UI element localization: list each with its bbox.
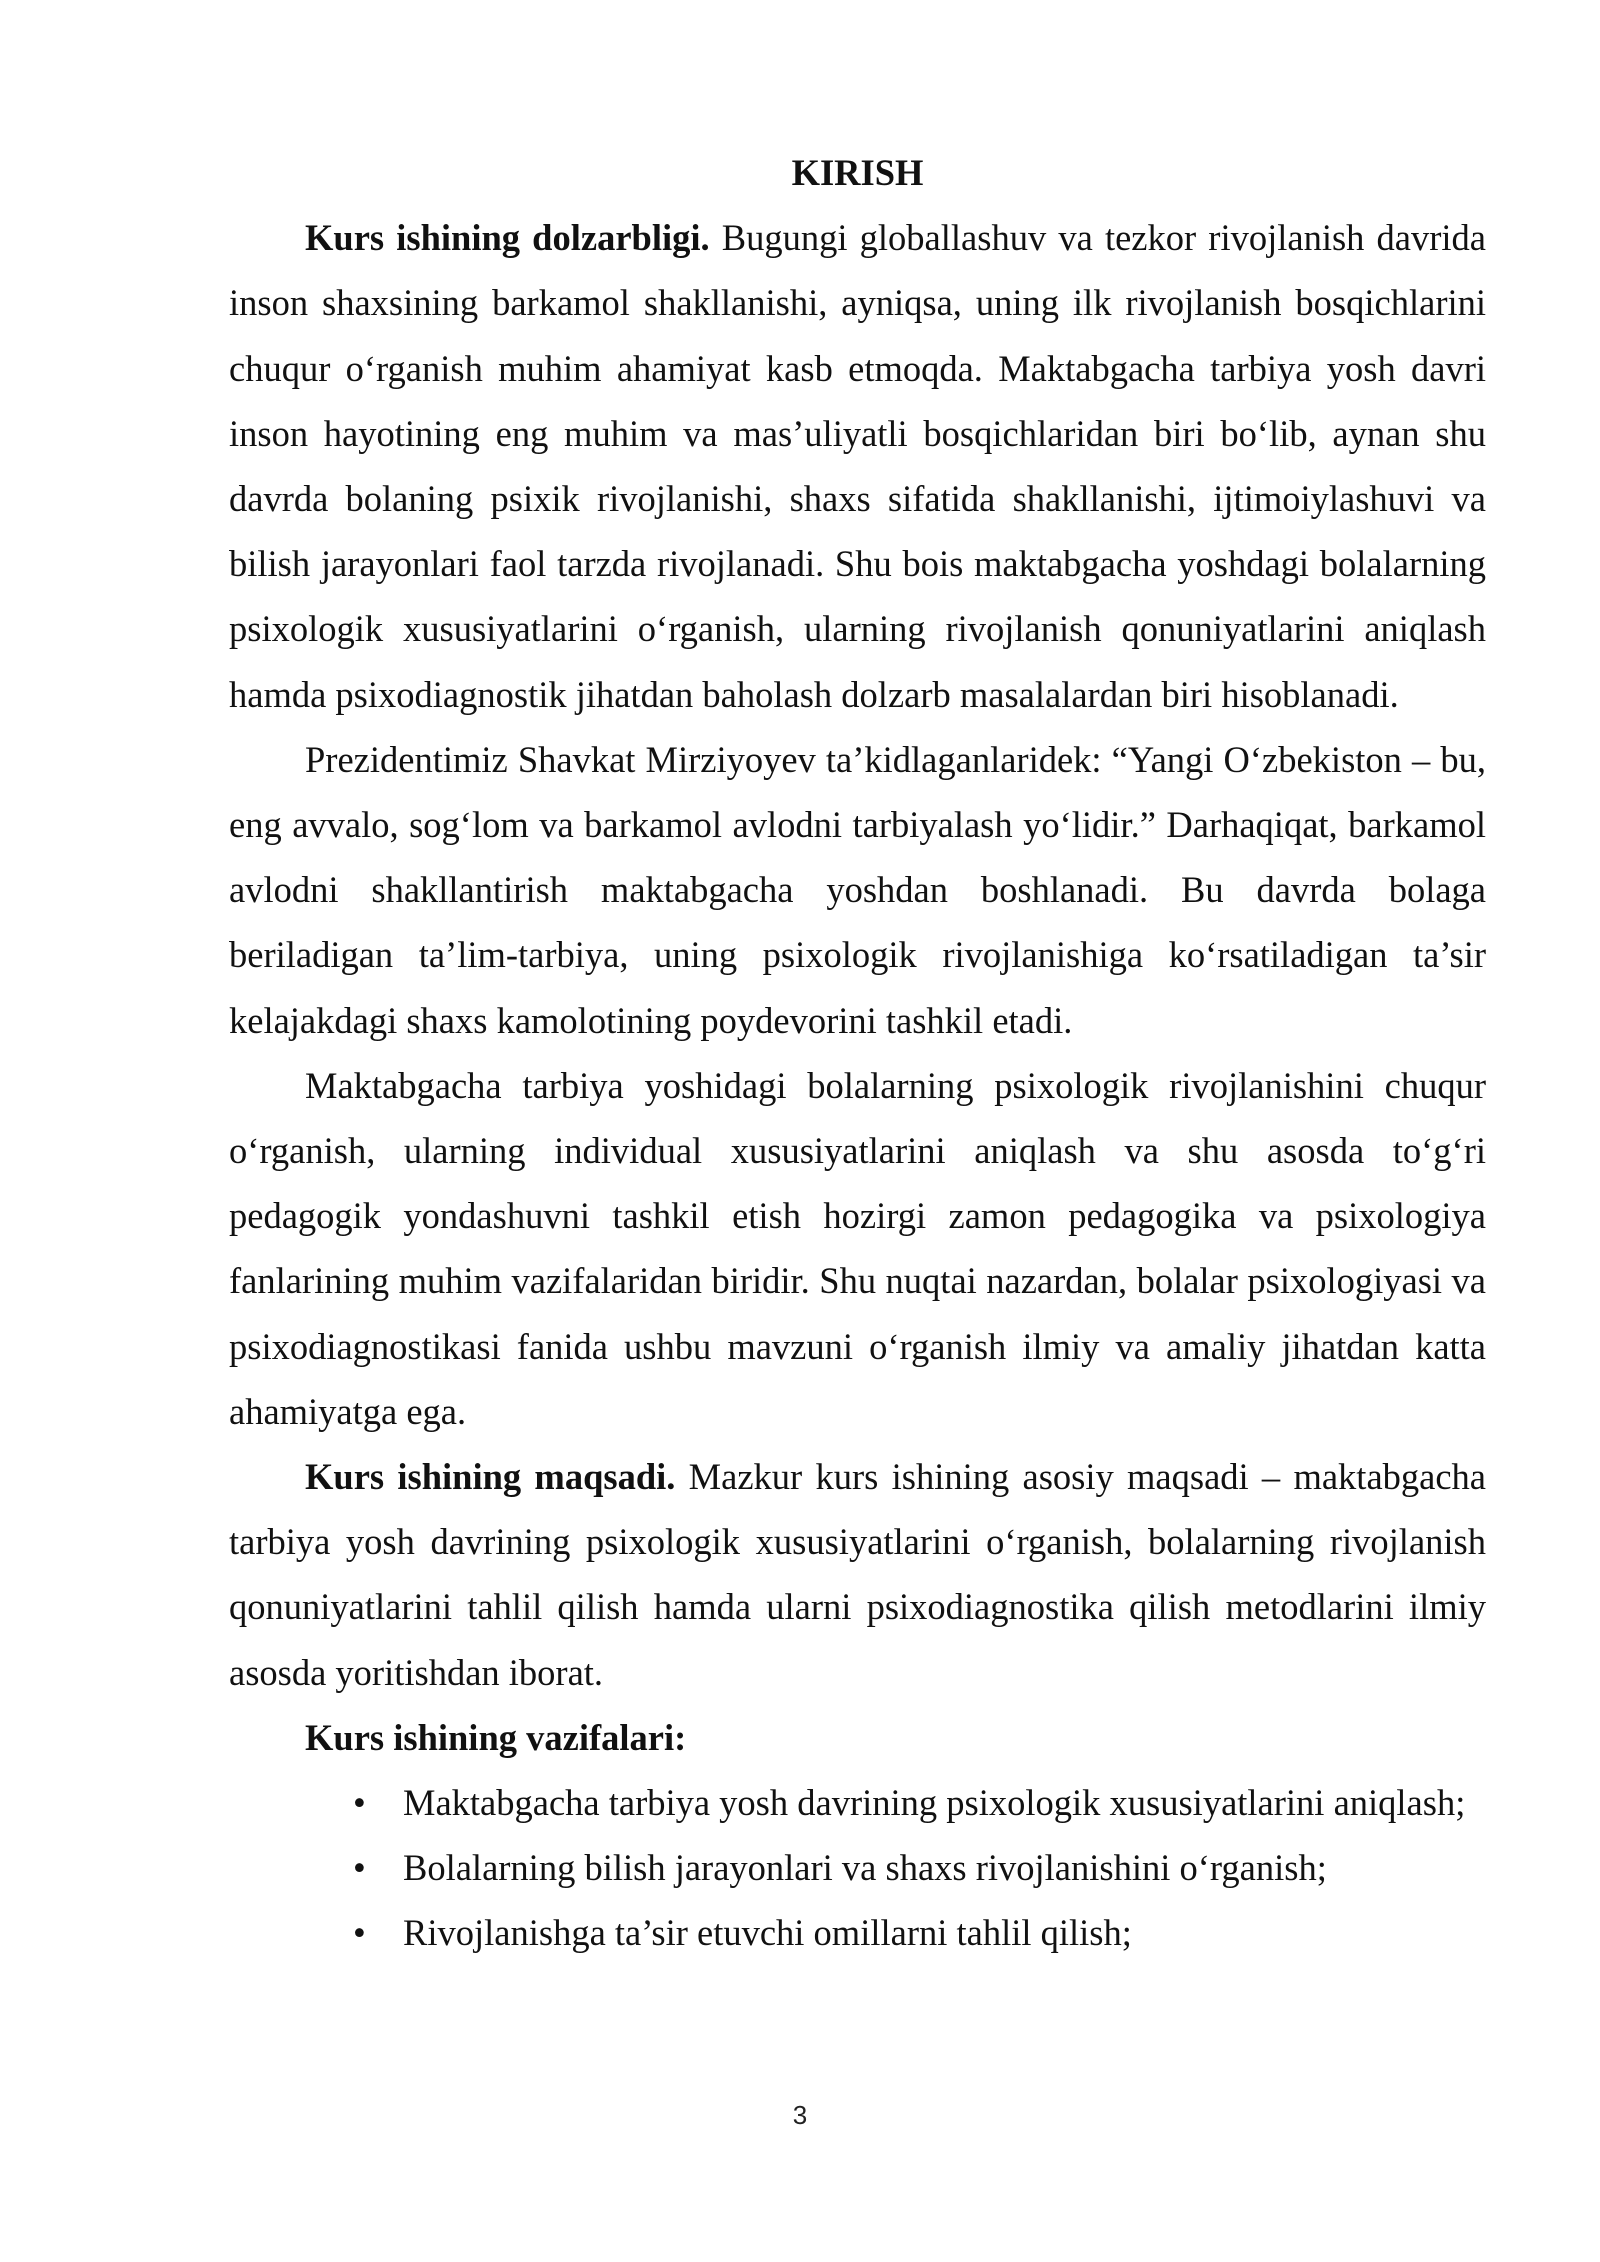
paragraph-goal [229,1444,1486,1705]
paragraph-president-quote [229,727,1486,1053]
list-item [229,1835,1486,1900]
tasks-list [229,1770,1486,1966]
paragraph-text: Prezidentimiz Shavkat Mirziyoyev ta’kidlaganlaridek: “Yangi O‘zbekiston – bu, eng avvalo, sog‘lom va barkamol avlodni tarbiyalash yo‘lidir.” Darhaqiqat, barkamol avlodni shakllantirish maktabgacha yoshdan boshlanadi. Bu davrda bolaga beriladigan ta’lim-tarbiya, uning psixologik rivojlanishiga ko‘rsatiladigan ta’sir kelajakdagi shaxs kamolotining poydevorini tashkil etadi. [229,738,1486,1041]
bullet-icon: • [353,1847,366,1889]
paragraph-lead: Kurs ishining dolzarbligi. [305,217,710,259]
paragraph-importance [229,1053,1486,1444]
list-item [229,1770,1486,1835]
section-heading: KIRISH [791,152,924,193]
page-number: 3 [792,2100,808,2130]
paragraph-text: Bugungi globallashuv va tezkor rivojlanish davrida inson shaxsining barkamol shakllanishi, ayniqsa, uning ilk rivojlanish bosqichlarini chuqur o‘rganish muhim ahamiyat kasb etmoqda. Maktabgacha tarbiya yosh davri inson hayotining eng muhim va mas’uliyatli bosqichlaridan biri bo‘lib, aynan shu davrda bolaning psixik rivojlanishi, shaxs sifatida shakllanishi, ijtimoiylashuvi va bilish jarayonlari faol tarzda rivojlanadi. Shu bois maktabgacha yoshdagi bolalarning psixologik xususiyatlarini o‘rganish, ularning rivojlanish qonuniyatlarini aniqlash hamda psixodiagnostik jihatdan baholash dolzarb masalalardan biri hisoblanadi. [229,217,1487,715]
bullet-icon: • [353,1782,366,1824]
list-item-text: Bolalarning bilish jarayonlari va shaxs rivojlanishini o‘rganish; [403,1847,1327,1889]
list-item [229,1900,1486,1965]
paragraph-text: Mazkur kurs ishining asosiy maqsadi – maktabgacha tarbiya yosh davrining psixologik xususiyatlarini o‘rganish, bolalarning rivojlanish qonuniyatlarini tahlil qilish hamda ularni psixodiagnostika qilish metodlarini ilmiy asosda yoritishdan iborat. [229,1456,1486,1693]
paragraph-lead: Kurs ishining maqsadi. [305,1456,676,1498]
tasks-heading: Kurs ishining vazifalari: [305,1716,687,1758]
paragraph-text: Maktabgacha tarbiya yoshidagi bolalarning psixologik rivojlanishini chuqur o‘rganish, ularning individual xususiyatlarini aniqlash va shu asosda to‘g‘ri pedagogik yondashuvni tashkil etish hozirgi zamon pedagogika va psixologiya fanlarining muhim vazifalaridan biridir. Shu nuqtai nazardan, bolalar psixologiyasi va psixodiagnostikasi fanida ushbu mavzuni o‘rganish ilmiy va amaliy jihatdan katta ahamiyatga ega. [229,1064,1486,1432]
bullet-icon: • [353,1912,366,1954]
list-item-text: Rivojlanishga ta’sir etuvchi omillarni tahlil qilish; [403,1912,1132,1954]
page-body [229,140,1486,1966]
list-item-text: Maktabgacha tarbiya yosh davrining psixologik xususiyatlarini aniqlash; [403,1782,1466,1824]
paragraph-relevance [229,205,1486,727]
